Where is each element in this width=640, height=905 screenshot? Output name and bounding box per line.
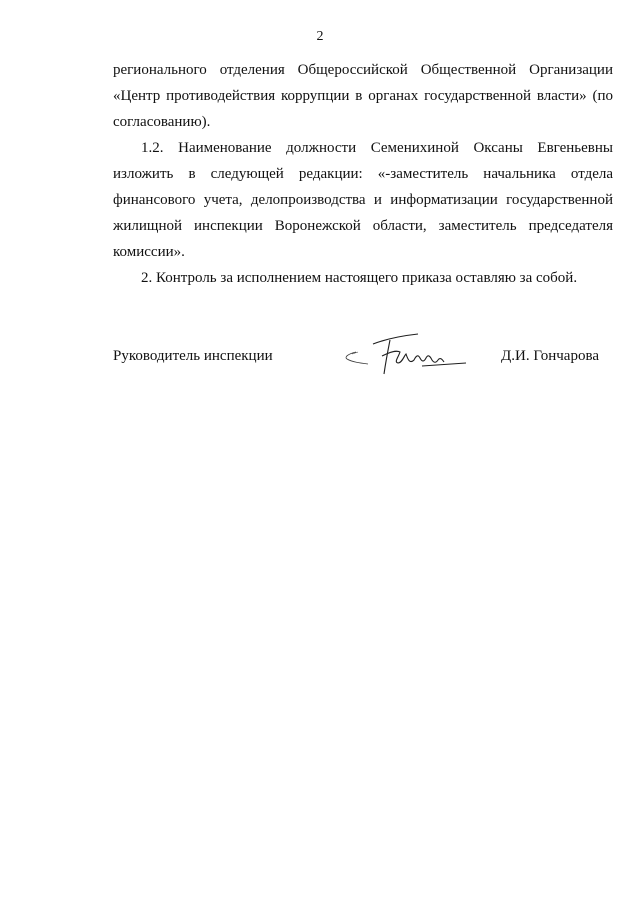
paragraph-line: изложить в следующей редакции: «-заместитель начальника отдела	[113, 166, 613, 182]
paragraph-line: комиссии».	[113, 244, 185, 260]
signer-name: Д.И. Гончарова	[501, 348, 599, 364]
paragraph-position-change	[113, 135, 613, 265]
position-title: Руководитель инспекции	[113, 348, 273, 364]
paragraph-line: финансового учета, делопроизводства и информатизации государственной	[113, 192, 613, 208]
signature-block	[113, 342, 613, 382]
page-number: 2	[316, 29, 324, 44]
paragraph-line: 2. Контроль за исполнением настоящего приказа оставляю за собой.	[141, 270, 578, 286]
paragraph-commission-member	[113, 57, 613, 135]
paragraph-line: регионального отделения Общероссийской Общественной Организации	[113, 62, 613, 78]
paragraph-control	[113, 265, 613, 291]
paragraph-line: «Центр противодействия коррупции в органах государственной власти» (по	[113, 88, 613, 104]
paragraph-line: 1.2. Наименование должности Семенихиной Оксаны Евгеньевны	[141, 140, 613, 156]
paragraph-line: жилищной инспекции Воронежской области, заместитель председателя	[113, 218, 613, 234]
handwritten-signature	[338, 330, 473, 380]
paragraph-line: согласованию).	[113, 114, 211, 130]
